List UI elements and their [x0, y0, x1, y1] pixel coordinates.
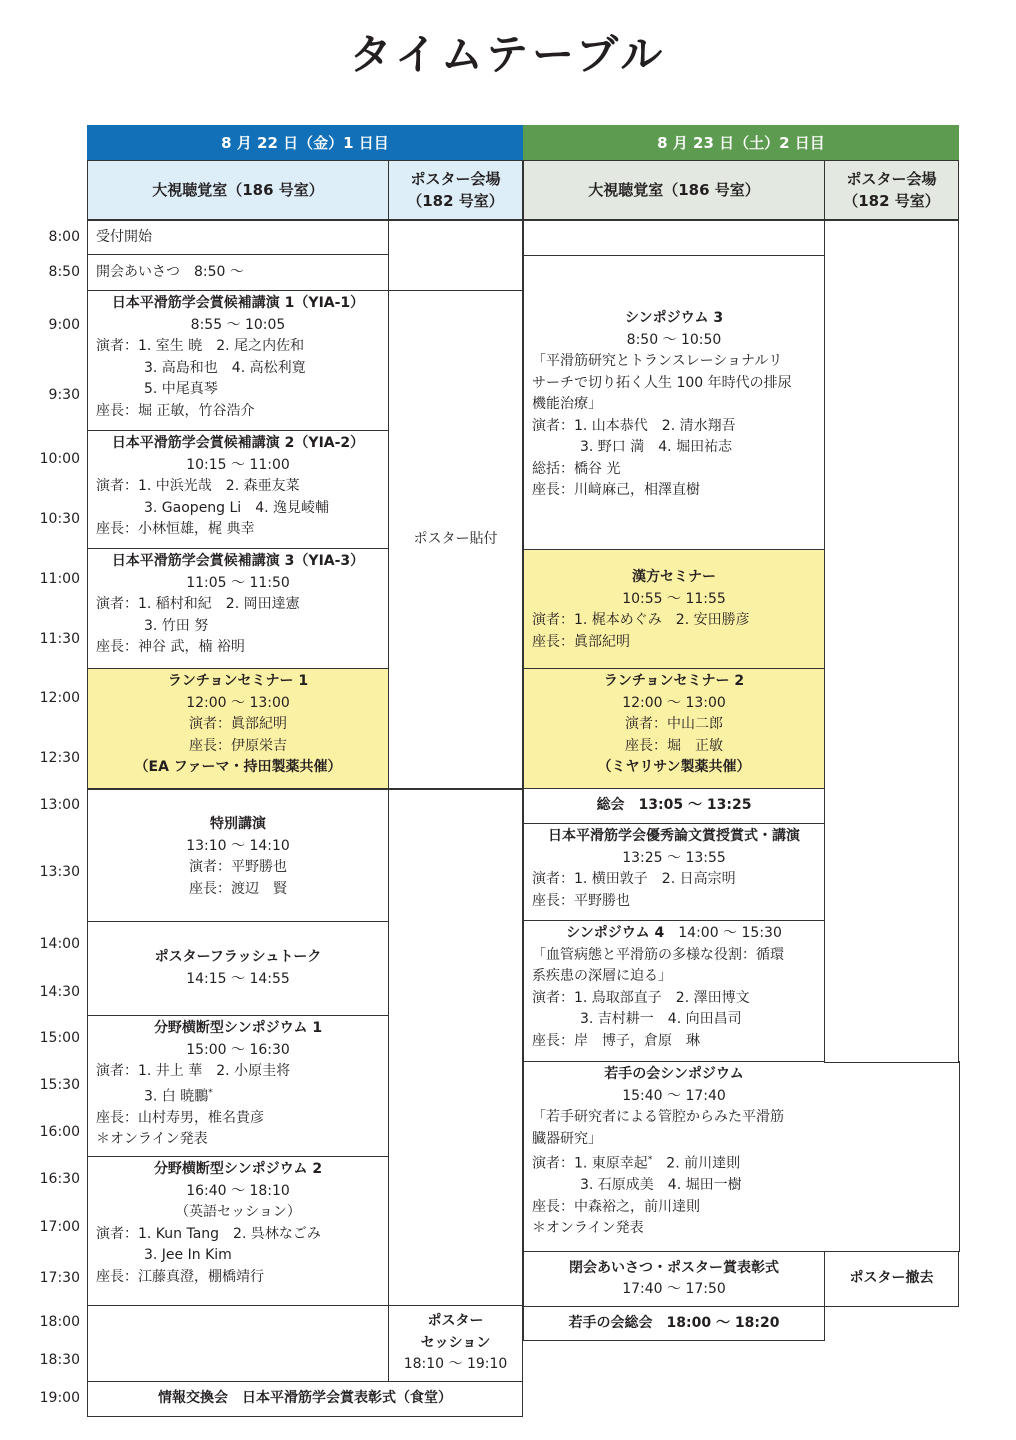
session-chair: 座長：小林恒雄，梶 典幸 [96, 521, 255, 537]
session-title: セッション [420, 1334, 491, 1351]
session-summary: 総括：橋谷 光 [532, 460, 621, 477]
session-chair: 座長：神谷 武，楠 裕明 [96, 639, 245, 655]
time-label: 14:30 [39, 984, 80, 1000]
session-title: 若手の会総会 18:00 〜 18:20 [568, 1314, 780, 1331]
session-young-general [523, 1306, 825, 1341]
room-name: 大視聴覚室（186 号室） [588, 181, 760, 199]
day2-main-room-header [523, 160, 825, 220]
session-time: 13:25 〜 13:55 [622, 849, 726, 866]
session-sponsor: （EA ファーマ・持田製薬共催） [134, 759, 342, 775]
time-label: 11:00 [39, 571, 80, 587]
session-title: シンポジウム 3 [624, 310, 724, 326]
time-label: 16:30 [39, 1171, 80, 1187]
session-theme: 系疾患の深層に迫る」 [532, 968, 672, 984]
session-title: 開会あいさつ 8:50 〜 [96, 263, 244, 280]
session-time: 10:15 〜 11:00 [186, 456, 290, 473]
time-label: 16:00 [39, 1124, 80, 1140]
session-time: 12:00 〜 13:00 [622, 694, 726, 711]
session-title: ランチョンセミナー 1 [167, 673, 309, 689]
session-speakers: 演者：1. 鳥取部直子 2. 澤田博文 [532, 989, 750, 1006]
session-title: 総会 13:05 〜 13:25 [596, 797, 752, 814]
session-time: 14:15 〜 14:55 [186, 970, 290, 987]
session-speakers: 演者：1. 室生 暁 2. 尾之内佐和 [96, 338, 305, 354]
session-title: 日本平滑筋学会優秀論文賞授賞式・講演 [548, 828, 800, 844]
time-label: 8:50 [48, 264, 80, 280]
session-theme: 「若手研究者による管腔からみた平滑筋 [532, 1109, 784, 1125]
session-time: 12:00 〜 13:00 [186, 694, 290, 711]
poster-attach-cell [388, 290, 523, 789]
session-speakers: 演者：1. 梶本めぐみ 2. 安田勝彦 [532, 612, 750, 628]
room-name: 大視聴覚室（186 号室） [152, 181, 324, 199]
session-title: 漢方セミナー [632, 569, 716, 585]
speaker-name: 3. 白 暁鵬 [144, 1088, 209, 1105]
day2-header: 8 月 23 日（土）2 日目 [523, 125, 959, 160]
session-title: ポスター撤去 [849, 1270, 934, 1287]
poster-empty-cell [388, 789, 523, 1306]
time-label: 11:30 [39, 631, 80, 647]
time-label: 12:30 [39, 750, 80, 766]
session-time: 16:40 〜 18:10 [186, 1182, 290, 1199]
session-chair: 座長：中森裕之，前川達則 [532, 1198, 700, 1215]
session-speakers: 演者：中山二郎 [625, 716, 723, 732]
session-closing [523, 1251, 825, 1307]
session-theme: 機能治療」 [532, 396, 602, 412]
room-name-line1: ポスター会場 [410, 170, 501, 188]
session-title: ポスターフラッシュトーク [154, 949, 322, 965]
session-chair: 座長：平野勝也 [532, 892, 630, 909]
session-title: 分野横断型シンポジウム 1 [153, 1020, 323, 1036]
session-theme: 「血管病態と平滑筋の多様な役割：循環 [532, 946, 784, 963]
session-poster-flash-talk [87, 921, 389, 1016]
time-label: 19:00 [39, 1390, 80, 1406]
session-cross-symposium-2 [87, 1156, 389, 1306]
session-chair: 座長：渡辺 賢 [189, 880, 287, 897]
session-sponsor: （ミヤリサン製薬共催） [597, 759, 751, 775]
session-theme: 「平滑筋研究とトランスレーショナルリ [532, 353, 783, 369]
session-chair: 座長：堀 正敏，竹谷浩介 [96, 402, 255, 419]
session-paper-award [523, 823, 825, 921]
time-label: 15:30 [39, 1077, 80, 1093]
time-label: 17:00 [39, 1219, 80, 1235]
session-title: 日本平滑筋学会賞候補講演 3（YIA-3） [111, 553, 365, 569]
session-heading [532, 923, 816, 945]
session-speakers: 演者：1. Kun Tang 2. 呉林なごみ [96, 1225, 321, 1242]
session-speakers: 演者：平野勝也 [189, 859, 287, 875]
session-title: 若手の会シンポジウム [604, 1066, 744, 1082]
speaker-name: 2. 前川達則 [652, 1155, 741, 1172]
time-label: 9:30 [48, 387, 80, 403]
session-time: 14:00 〜 15:30 [678, 925, 782, 941]
session-exchange-meeting [87, 1381, 523, 1417]
time-label: 10:30 [39, 511, 80, 527]
session-poster-session [388, 1305, 523, 1382]
session-time: 13:10 〜 14:10 [186, 837, 290, 854]
poster-empty-cell [824, 220, 959, 1063]
session-speakers: 3. 吉村耕一 4. 向田昌司 [580, 1011, 742, 1027]
session-body [532, 1064, 816, 1240]
session-speakers: 演者：1. 稲村和紀 2. 岡田達憲 [96, 596, 300, 612]
session-title: 特別講演 [210, 816, 266, 832]
session-opening [87, 254, 389, 291]
time-label: 17:30 [39, 1270, 80, 1286]
session-title: 受付開始 [96, 228, 152, 245]
session-speakers: 3. Jee In Kim [144, 1247, 232, 1263]
poster-empty-cell [388, 220, 523, 291]
session-title: 分野横断型シンポジウム 2 [153, 1161, 323, 1177]
session-special-lecture [87, 789, 389, 922]
session-chair: 座長：江藤真澄，棚橋靖行 [96, 1268, 264, 1285]
session-young-symposium [523, 1061, 960, 1252]
session-yia3 [87, 548, 389, 669]
empty-cell [87, 1305, 389, 1382]
session-speakers: 3. Gaopeng Li 4. 逸見崚輔 [144, 499, 330, 516]
online-mark: * [647, 1155, 653, 1165]
session-chair: 座長：山村寿男，椎名貴彦 [96, 1109, 264, 1126]
online-note: ＊オンライン発表 [96, 1131, 208, 1148]
session-time: 8:55 〜 10:05 [190, 316, 286, 333]
page-title: タイムテーブル [349, 30, 667, 79]
session-title: シンポジウム 4 [566, 925, 665, 941]
session-speakers: 演者：眞部紀明 [189, 716, 287, 732]
session-chair: 座長：伊原栄吉 [189, 737, 287, 754]
session-speakers: 演者：1. 山本恭代 2. 清水翔吾 [532, 417, 736, 434]
time-label: 15:00 [39, 1030, 80, 1046]
session-theme: 臓器研究」 [532, 1130, 602, 1147]
session-speakers: 5. 中尾真琴 [144, 381, 218, 397]
session-title: 日本平滑筋学会賞候補講演 2（YIA-2） [111, 435, 365, 451]
session-kampo-seminar [523, 549, 825, 669]
session-poster-removal [824, 1251, 959, 1307]
day1-main-room-header [87, 160, 389, 220]
session-time: 8:50 〜 10:50 [626, 331, 722, 348]
session-title: 情報交換会 日本平滑筋学会賞表彰式（食堂） [158, 1390, 452, 1407]
session-title: 閉会あいさつ・ポスター賞表彰式 [569, 1259, 779, 1276]
time-label: 14:00 [39, 936, 80, 952]
session-title: ポスター [427, 1313, 484, 1330]
time-label: 18:30 [39, 1352, 80, 1368]
session-symposium-4 [523, 920, 825, 1062]
session-time: 11:05 〜 11:50 [186, 574, 290, 591]
day2-poster-room-header [824, 160, 959, 220]
session-title: ランチョンセミナー 2 [603, 673, 745, 689]
poster-attach-label: ポスター貼付 [413, 530, 498, 547]
session-speakers: 3. 高島和也 4. 高松利寛 [144, 359, 306, 376]
online-mark: * [208, 1087, 213, 1098]
session-lunch-seminar-1 [87, 668, 389, 789]
room-name-line2: （182 号室） [407, 192, 504, 210]
session-yia1 [87, 290, 389, 431]
session-chair: 座長：川﨑麻己，相澤直樹 [532, 482, 700, 498]
time-label: 8:00 [48, 229, 80, 245]
session-speakers: 演者：1. 横田敦子 2. 日高宗明 [532, 871, 736, 887]
time-label: 9:00 [48, 317, 80, 333]
session-speakers [96, 1083, 380, 1108]
session-time: 17:40 〜 17:50 [622, 1281, 726, 1297]
empty-cell [523, 220, 825, 256]
session-theme: サーチで切り拓く人生 100 年時代の排尿 [532, 374, 792, 391]
session-speakers [532, 1150, 816, 1175]
room-name-line1: ポスター会場 [846, 170, 937, 188]
session-speakers: 演者：1. 井上 華 2. 小原圭将 [96, 1063, 291, 1079]
day1-poster-room-header [388, 160, 523, 220]
session-chair: 座長：眞部紀明 [532, 633, 630, 650]
time-label: 13:30 [39, 864, 80, 880]
session-chair: 座長：堀 正敏 [625, 737, 723, 754]
session-general-meeting [523, 788, 825, 824]
online-note: ＊オンライン発表 [532, 1220, 644, 1237]
session-speakers: 3. 石原成美 4. 堀田一樹 [580, 1177, 742, 1194]
day1-header: 8 月 22 日（金）1 日目 [87, 125, 523, 160]
session-time: 15:00 〜 16:30 [186, 1041, 290, 1058]
session-speakers: 演者：1. 中浜光哉 2. 森亜友菜 [96, 478, 300, 494]
session-title: 日本平滑筋学会賞候補講演 1（YIA-1） [111, 295, 365, 311]
session-cross-symposium-1 [87, 1015, 389, 1157]
session-lunch-seminar-2 [523, 668, 825, 789]
session-language: （英語セッション） [175, 1204, 301, 1220]
time-label: 10:00 [39, 451, 80, 467]
room-name-line2: （182 号室） [843, 192, 940, 210]
session-speakers: 3. 竹田 努 [144, 617, 209, 634]
session-speakers: 3. 野口 満 4. 堀田祐志 [580, 439, 733, 455]
session-reception [87, 220, 389, 255]
time-label: 18:00 [39, 1314, 80, 1330]
session-chair: 座長：岸 博子，倉原 琳 [532, 1032, 700, 1049]
session-time: 18:10 〜 19:10 [403, 1356, 508, 1373]
session-time: 15:40 〜 17:40 [622, 1087, 726, 1104]
session-yia2 [87, 430, 389, 549]
session-time: 10:55 〜 11:55 [622, 590, 726, 607]
session-symposium-3 [523, 255, 825, 550]
time-label: 12:00 [39, 690, 80, 706]
time-label: 13:00 [39, 797, 80, 813]
speaker-name: 演者：1. 東原幸起 [532, 1155, 648, 1172]
